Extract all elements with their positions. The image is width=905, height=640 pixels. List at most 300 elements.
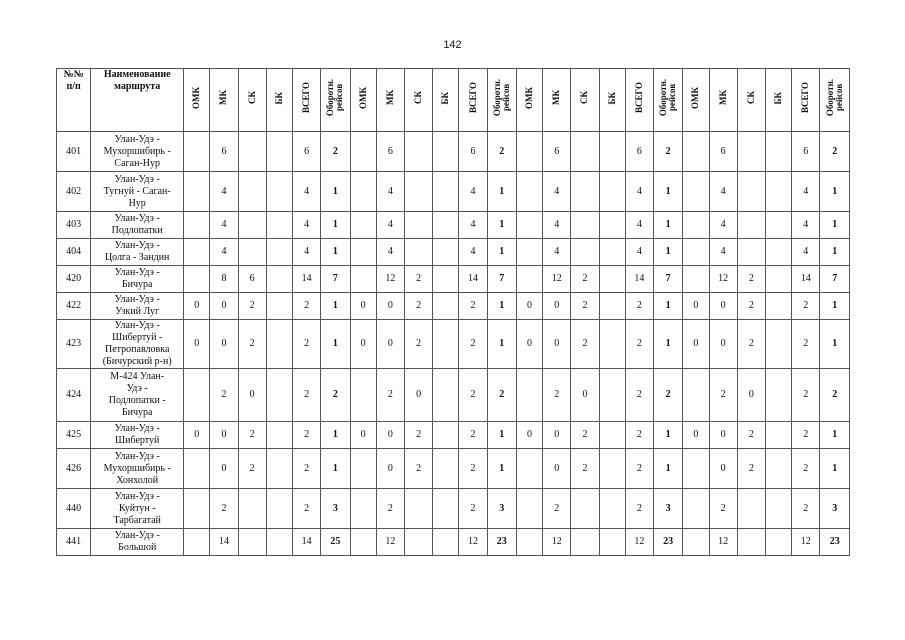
header-col-1-6 [321, 69, 350, 132]
cell-3-2: 0 [543, 293, 571, 320]
cell-2-2: 0 [376, 293, 404, 320]
cell-4-6: 1 [820, 239, 850, 266]
cell-2-1 [350, 239, 376, 266]
cell-2-2: 0 [376, 449, 404, 489]
cell-2-2: 4 [376, 212, 404, 239]
cell-4-5: 2 [792, 369, 820, 422]
cell-4-2: 4 [709, 239, 737, 266]
cell-1-1: 0 [184, 320, 210, 369]
cell-1-6: 1 [321, 422, 350, 449]
header-label: БК [773, 91, 784, 105]
header-label: МК [551, 90, 562, 106]
cell-2-5: 6 [459, 132, 487, 172]
cell-1-5: 2 [293, 449, 321, 489]
cell-4-2: 12 [709, 529, 737, 556]
cell-1-2: 0 [210, 293, 238, 320]
cell-1-4 [266, 369, 292, 422]
cell-3-3 [571, 212, 599, 239]
cell-1-2: 8 [210, 266, 238, 293]
cell-2-6: 1 [487, 239, 516, 266]
cell-3-6: 1 [654, 422, 683, 449]
cell-1-6: 2 [321, 132, 350, 172]
cell-3-4 [599, 132, 625, 172]
cell-4-4 [765, 132, 791, 172]
cell-4-2: 2 [709, 369, 737, 422]
cell-3-5: 2 [625, 369, 653, 422]
cell-4-2: 12 [709, 266, 737, 293]
route-number: 403 [57, 212, 91, 239]
cell-2-6: 1 [487, 422, 516, 449]
route-name: М-424 Улан- Удэ - Подлопатки - Бичура [91, 369, 184, 422]
cell-4-3: 2 [737, 293, 765, 320]
cell-4-3 [737, 529, 765, 556]
header-label: ВСЕГО [800, 82, 811, 114]
cell-4-4 [765, 266, 791, 293]
header-label: Оборотн. рейсов [824, 79, 844, 117]
cell-1-5: 14 [293, 266, 321, 293]
cell-4-5: 2 [792, 449, 820, 489]
cell-1-3: 2 [238, 320, 266, 369]
cell-2-5: 4 [459, 172, 487, 212]
cell-4-4 [765, 369, 791, 422]
route-number: 426 [57, 449, 91, 489]
cell-1-3 [238, 239, 266, 266]
cell-3-5: 4 [625, 239, 653, 266]
cell-2-3 [404, 489, 432, 529]
cell-1-1 [184, 172, 210, 212]
cell-3-1 [516, 369, 542, 422]
cell-1-6: 1 [321, 449, 350, 489]
header-col-2-2 [376, 69, 404, 132]
cell-1-1 [184, 239, 210, 266]
route-number: 441 [57, 529, 91, 556]
header-label: Оборотн. рейсов [658, 79, 678, 117]
header-col-2-3 [404, 69, 432, 132]
cell-4-4 [765, 489, 791, 529]
route-name: Улан-Удэ - Тугнуй - Саган- Нур [91, 172, 184, 212]
cell-2-2: 2 [376, 369, 404, 422]
cell-2-4 [433, 489, 459, 529]
cell-1-5: 2 [293, 293, 321, 320]
cell-3-1 [516, 449, 542, 489]
cell-2-4 [433, 212, 459, 239]
cell-3-2: 12 [543, 529, 571, 556]
header-col-1-5 [293, 69, 321, 132]
route-number: 420 [57, 266, 91, 293]
cell-2-2: 4 [376, 239, 404, 266]
cell-1-6: 3 [321, 489, 350, 529]
cell-1-2: 14 [210, 529, 238, 556]
cell-3-4 [599, 529, 625, 556]
cell-1-5: 6 [293, 132, 321, 172]
cell-1-1 [184, 449, 210, 489]
cell-2-5: 4 [459, 212, 487, 239]
cell-4-1: 0 [683, 320, 709, 369]
table-row [57, 422, 850, 449]
cell-1-1: 0 [184, 422, 210, 449]
table-row [57, 320, 850, 369]
cell-1-3: 2 [238, 422, 266, 449]
cell-4-6: 1 [820, 422, 850, 449]
header-num: №№ п/п [57, 69, 91, 132]
cell-3-2: 4 [543, 239, 571, 266]
cell-1-2: 4 [210, 172, 238, 212]
header-col-4-1 [683, 69, 709, 132]
cell-1-6: 1 [321, 172, 350, 212]
header-label: БК [440, 91, 451, 105]
cell-4-5: 2 [792, 489, 820, 529]
cell-2-4 [433, 266, 459, 293]
header-label: МК [218, 90, 229, 106]
cell-2-1 [350, 212, 376, 239]
cell-1-4 [266, 132, 292, 172]
cell-1-5: 4 [293, 212, 321, 239]
route-name: Улан-Удэ - Большой [91, 529, 184, 556]
table-row [57, 489, 850, 529]
route-name: Улан-Удэ - Мухоршибирь - Хонхолой [91, 449, 184, 489]
cell-3-3 [571, 132, 599, 172]
cell-1-4 [266, 172, 292, 212]
cell-1-6: 1 [321, 293, 350, 320]
header-col-4-5 [792, 69, 820, 132]
cell-3-3: 2 [571, 449, 599, 489]
cell-4-1 [683, 132, 709, 172]
cell-4-1 [683, 529, 709, 556]
cell-2-2: 6 [376, 132, 404, 172]
cell-1-4 [266, 293, 292, 320]
cell-3-3: 0 [571, 369, 599, 422]
cell-1-5: 4 [293, 172, 321, 212]
cell-1-4 [266, 489, 292, 529]
cell-3-5: 6 [625, 132, 653, 172]
cell-1-1 [184, 489, 210, 529]
cell-4-6: 1 [820, 172, 850, 212]
cell-2-6: 23 [487, 529, 516, 556]
cell-3-5: 12 [625, 529, 653, 556]
header-col-3-1 [516, 69, 542, 132]
cell-4-1 [683, 449, 709, 489]
cell-1-6: 1 [321, 239, 350, 266]
cell-4-5: 2 [792, 293, 820, 320]
cell-2-6: 1 [487, 320, 516, 369]
route-number: 440 [57, 489, 91, 529]
cell-4-4 [765, 293, 791, 320]
cell-4-4 [765, 172, 791, 212]
cell-1-5: 4 [293, 239, 321, 266]
cell-2-6: 3 [487, 489, 516, 529]
cell-4-3: 2 [737, 422, 765, 449]
cell-2-3: 2 [404, 449, 432, 489]
cell-2-3 [404, 212, 432, 239]
header-col-1-3 [238, 69, 266, 132]
header-label: ВСЕГО [467, 82, 478, 114]
table-row [57, 132, 850, 172]
cell-3-2: 2 [543, 489, 571, 529]
cell-4-5: 4 [792, 212, 820, 239]
cell-1-1 [184, 132, 210, 172]
cell-4-6: 1 [820, 449, 850, 489]
cell-4-1 [683, 212, 709, 239]
cell-2-4 [433, 239, 459, 266]
cell-3-2: 0 [543, 320, 571, 369]
table-row [57, 172, 850, 212]
cell-4-3: 2 [737, 449, 765, 489]
cell-3-3 [571, 489, 599, 529]
cell-3-2: 0 [543, 449, 571, 489]
cell-1-4 [266, 422, 292, 449]
cell-2-1 [350, 449, 376, 489]
cell-2-1: 0 [350, 422, 376, 449]
cell-3-5: 2 [625, 422, 653, 449]
cell-2-3 [404, 172, 432, 212]
routes-table [56, 68, 850, 556]
cell-2-6: 7 [487, 266, 516, 293]
cell-3-6: 1 [654, 212, 683, 239]
cell-2-2: 4 [376, 172, 404, 212]
header-col-3-6 [654, 69, 683, 132]
cell-3-1: 0 [516, 320, 542, 369]
cell-4-4 [765, 320, 791, 369]
cell-3-1 [516, 132, 542, 172]
header-label: БК [273, 91, 284, 105]
cell-3-5: 2 [625, 449, 653, 489]
cell-1-3 [238, 132, 266, 172]
cell-2-1 [350, 529, 376, 556]
cell-4-2: 0 [709, 293, 737, 320]
header-label: ОМК [191, 86, 202, 110]
header-col-2-6 [487, 69, 516, 132]
route-name: Улан-Удэ - Куйтун - Тарбагатай [91, 489, 184, 529]
cell-3-5: 4 [625, 172, 653, 212]
cell-4-6: 1 [820, 320, 850, 369]
cell-2-1: 0 [350, 293, 376, 320]
route-number: 402 [57, 172, 91, 212]
cell-2-6: 1 [487, 293, 516, 320]
cell-3-6: 2 [654, 369, 683, 422]
cell-4-5: 6 [792, 132, 820, 172]
cell-1-4 [266, 320, 292, 369]
cell-1-1 [184, 212, 210, 239]
header-label: ОМК [524, 86, 534, 110]
cell-3-3: 2 [571, 266, 599, 293]
cell-2-5: 2 [459, 293, 487, 320]
cell-1-2: 0 [210, 422, 238, 449]
cell-3-4 [599, 239, 625, 266]
cell-3-1 [516, 489, 542, 529]
cell-3-4 [599, 422, 625, 449]
cell-4-6: 1 [820, 293, 850, 320]
cell-4-1 [683, 266, 709, 293]
cell-3-3 [571, 239, 599, 266]
route-name: Улан-Удэ - Шибертуй - Петропавловка (Бичурский р-н) [91, 320, 184, 369]
cell-2-3 [404, 132, 432, 172]
cell-4-4 [765, 449, 791, 489]
cell-1-2: 0 [210, 320, 238, 369]
cell-3-2: 4 [543, 212, 571, 239]
route-name: Улан-Удэ - Цолга - Зандин [91, 239, 184, 266]
cell-4-5: 2 [792, 422, 820, 449]
header-col-3-2 [543, 69, 571, 132]
cell-3-4 [599, 172, 625, 212]
cell-2-4 [433, 529, 459, 556]
header-col-4-2 [709, 69, 737, 132]
cell-2-2: 0 [376, 320, 404, 369]
page-number: 142 [443, 39, 462, 51]
cell-3-5: 2 [625, 293, 653, 320]
header-col-4-6 [820, 69, 850, 132]
header-route-name: Наименование маршрута [91, 69, 184, 132]
cell-1-6: 25 [321, 529, 350, 556]
header-label: МК [717, 90, 728, 106]
cell-2-4 [433, 369, 459, 422]
cell-1-6: 7 [321, 266, 350, 293]
cell-4-2: 4 [709, 172, 737, 212]
cell-3-6: 2 [654, 132, 683, 172]
cell-4-3 [737, 132, 765, 172]
header-label: ОМК [690, 86, 701, 110]
cell-2-4 [433, 172, 459, 212]
cell-1-3 [238, 172, 266, 212]
cell-2-5: 12 [459, 529, 487, 556]
cell-3-4 [599, 320, 625, 369]
cell-2-4 [433, 449, 459, 489]
cell-3-2: 12 [543, 266, 571, 293]
cell-3-4 [599, 266, 625, 293]
cell-3-6: 7 [654, 266, 683, 293]
route-name: Улан-Удэ - Подлопатки [91, 212, 184, 239]
cell-4-1: 0 [683, 293, 709, 320]
cell-3-6: 23 [654, 529, 683, 556]
cell-3-6: 1 [654, 320, 683, 369]
cell-3-4 [599, 489, 625, 529]
cell-4-1 [683, 489, 709, 529]
header-label: Оборотн. рейсов [491, 79, 511, 117]
cell-3-1: 0 [516, 293, 542, 320]
cell-3-5: 2 [625, 320, 653, 369]
cell-1-5: 2 [293, 489, 321, 529]
cell-4-6: 3 [820, 489, 850, 529]
cell-3-3: 2 [571, 293, 599, 320]
cell-1-3 [238, 489, 266, 529]
cell-4-3: 0 [737, 369, 765, 422]
cell-2-5: 2 [459, 422, 487, 449]
cell-4-5: 2 [792, 320, 820, 369]
table-body [57, 132, 850, 556]
header-col-3-3 [571, 69, 599, 132]
cell-3-6: 3 [654, 489, 683, 529]
cell-4-4 [765, 239, 791, 266]
cell-1-1 [184, 529, 210, 556]
cell-2-4 [433, 422, 459, 449]
cell-3-1 [516, 266, 542, 293]
cell-4-6: 2 [820, 369, 850, 422]
cell-2-5: 14 [459, 266, 487, 293]
cell-2-6: 2 [487, 369, 516, 422]
header-col-2-1 [350, 69, 376, 132]
cell-2-3: 2 [404, 422, 432, 449]
cell-1-5: 2 [293, 320, 321, 369]
cell-2-1 [350, 172, 376, 212]
cell-1-3 [238, 212, 266, 239]
cell-3-1 [516, 239, 542, 266]
cell-2-1 [350, 266, 376, 293]
cell-1-2: 4 [210, 239, 238, 266]
cell-3-5: 14 [625, 266, 653, 293]
cell-4-5: 12 [792, 529, 820, 556]
header-col-3-4 [599, 69, 625, 132]
header-col-2-4 [433, 69, 459, 132]
table-row [57, 369, 850, 422]
cell-4-3: 2 [737, 266, 765, 293]
cell-2-2: 12 [376, 529, 404, 556]
header-label: Оборотн. рейсов [325, 79, 345, 117]
cell-4-3 [737, 489, 765, 529]
cell-1-4 [266, 449, 292, 489]
cell-4-4 [765, 529, 791, 556]
cell-2-3 [404, 529, 432, 556]
cell-1-1: 0 [184, 293, 210, 320]
cell-1-1 [184, 266, 210, 293]
cell-1-4 [266, 266, 292, 293]
cell-4-1: 0 [683, 422, 709, 449]
cell-2-4 [433, 293, 459, 320]
cell-2-2: 0 [376, 422, 404, 449]
cell-3-5: 4 [625, 212, 653, 239]
cell-2-4 [433, 320, 459, 369]
header-col-3-5 [625, 69, 653, 132]
header-label: СК [413, 91, 424, 105]
cell-4-2: 0 [709, 422, 737, 449]
cell-3-2: 6 [543, 132, 571, 172]
cell-2-1 [350, 489, 376, 529]
cell-4-5: 4 [792, 172, 820, 212]
cell-1-2: 4 [210, 212, 238, 239]
cell-2-6: 2 [487, 132, 516, 172]
cell-3-3 [571, 172, 599, 212]
header-col-1-2 [210, 69, 238, 132]
cell-3-6: 1 [654, 172, 683, 212]
cell-4-6: 1 [820, 212, 850, 239]
cell-2-5: 2 [459, 320, 487, 369]
cell-2-3: 2 [404, 293, 432, 320]
cell-3-3: 2 [571, 422, 599, 449]
cell-3-6: 1 [654, 449, 683, 489]
header-label: БК [606, 91, 617, 105]
cell-2-3: 0 [404, 369, 432, 422]
cell-4-1 [683, 369, 709, 422]
cell-4-2: 0 [709, 320, 737, 369]
cell-2-6: 1 [487, 172, 516, 212]
cell-3-4 [599, 449, 625, 489]
header-label: ВСЕГО [633, 82, 644, 114]
cell-3-1 [516, 172, 542, 212]
table-header [57, 69, 850, 132]
header-col-1-4 [266, 69, 292, 132]
cell-2-3: 2 [404, 320, 432, 369]
cell-3-5: 2 [625, 489, 653, 529]
cell-1-3: 2 [238, 449, 266, 489]
header-col-2-5 [459, 69, 487, 132]
route-number: 423 [57, 320, 91, 369]
cell-4-2: 2 [709, 489, 737, 529]
route-name: Улан-Удэ - Узкий Луг [91, 293, 184, 320]
cell-1-2: 6 [210, 132, 238, 172]
table-row [57, 529, 850, 556]
route-name: Улан-Удэ - Бичура [91, 266, 184, 293]
cell-3-2: 2 [543, 369, 571, 422]
cell-1-3 [238, 529, 266, 556]
cell-4-5: 14 [792, 266, 820, 293]
